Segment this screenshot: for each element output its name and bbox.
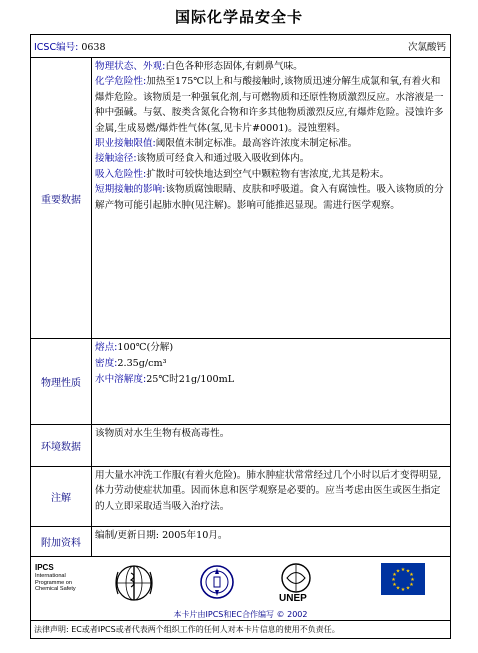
section-physical xyxy=(31,338,450,424)
svg-text:★: ★ xyxy=(400,587,406,593)
legal-notice: 法律声明: EC或者IPCS或者代表两个组织工作的任何人对本卡片信息的使用不负责任。 xyxy=(31,620,450,639)
svg-text:★: ★ xyxy=(405,585,411,592)
item-chemical-hazard: 化学危险性:加热至175℃以上和与酸接触时,该物质迅速分解生成氯和氧,有着火和爆炸危险。该物质是一种强氧化剂,与可燃物质和还原性物质激烈反应。水溶液是一种中强碱。与氨、胺类含氮化合物和许多其他物质激烈反应,有爆炸危险。浸蚀许多金属,生成易燃/爆炸性气体(氢,见卡片#0001)。浸蚀塑料。 xyxy=(95,76,444,134)
section-notes xyxy=(31,466,450,526)
item-appearance: 物理状态、外观:白色各种形态固体,有刺鼻气味。 xyxy=(95,61,303,72)
svg-text:★: ★ xyxy=(410,577,415,583)
svg-text:★: ★ xyxy=(395,585,401,592)
ipcs-logo: IPCS International Programme on Chemical Safety xyxy=(35,563,76,593)
item-solubility: 水中溶解度:25℃时21g/100mL xyxy=(95,374,235,385)
section-content: 该物质对水生生物有极高毒性。 xyxy=(95,428,230,439)
svg-text:★: ★ xyxy=(392,572,397,578)
footer-caption: 本卡片由IPCS和EC合作编写 © 2002 xyxy=(173,610,308,619)
section-label: 物理性质 xyxy=(31,339,92,424)
icsc-label: ICSC编号: xyxy=(34,42,79,53)
svg-text:★: ★ xyxy=(395,568,401,575)
item-melting-point: 熔点:100℃(分解) xyxy=(95,342,174,353)
section-additional xyxy=(31,526,450,556)
svg-text:★: ★ xyxy=(391,577,396,583)
svg-text:★: ★ xyxy=(400,567,406,573)
footer-logos xyxy=(31,556,450,620)
item-exposure-limits: 职业接触限值:阈限值未制定标准。最高容许浓度未制定标准。 xyxy=(95,138,358,150)
section-content: 编制/更新日期: 2005年10月。 xyxy=(95,530,228,541)
svg-text:★: ★ xyxy=(409,572,414,578)
section-label: 环境数据 xyxy=(31,425,92,466)
section-important xyxy=(31,57,450,338)
unep-label: UNEP xyxy=(279,593,307,604)
section-environment xyxy=(31,424,450,466)
section-label: 附加资料 xyxy=(31,527,92,556)
section-content: 用大量水冲洗工作服(有着火危险)。肺水肿症状常常经过几个小时以后才变得明显,体力劳动使症状加重。因而休息和医学观察是必要的。应当考虑由医生或医生指定的人立即采取适当吸入治疗法。 xyxy=(95,470,442,512)
unep-emblem-icon xyxy=(277,561,315,597)
ilo-emblem-icon xyxy=(199,562,235,602)
safety-card xyxy=(30,34,451,639)
svg-text:★: ★ xyxy=(409,582,414,588)
item-short-term-effects: 短期接触的影响:该物质腐蚀眼睛、皮肤和呼吸道。食入有腐蚀性。吸入该物质的分解产物可能引起肺水肿(见注解)。影响可能推迟显现。需进行医学观察。 xyxy=(95,184,444,211)
eu-flag-icon xyxy=(381,563,425,595)
who-emblem-icon xyxy=(113,563,155,603)
item-exposure-routes: 接触途径:该物质可经食入和通过吸入吸收到体内。 xyxy=(95,153,310,165)
svg-text:★: ★ xyxy=(405,568,411,575)
item-inhalation-risk: 吸入危险性:扩散时可较快地达到空气中颗粒物有害浓度,尤其是粉末。 xyxy=(95,168,390,180)
svg-text:★: ★ xyxy=(392,582,397,588)
section-label: 注解 xyxy=(31,467,92,526)
section-content xyxy=(92,58,450,338)
icsc-number: 0638 xyxy=(81,42,106,53)
header-row xyxy=(31,35,450,57)
section-content xyxy=(92,339,450,424)
section-label: 重要数据 xyxy=(31,58,92,338)
chemical-name: 次氯酸钙 xyxy=(407,42,446,53)
page-title: 国际化学品安全卡 xyxy=(174,8,303,26)
item-density: 密度:2.35g/cm³ xyxy=(95,358,167,369)
